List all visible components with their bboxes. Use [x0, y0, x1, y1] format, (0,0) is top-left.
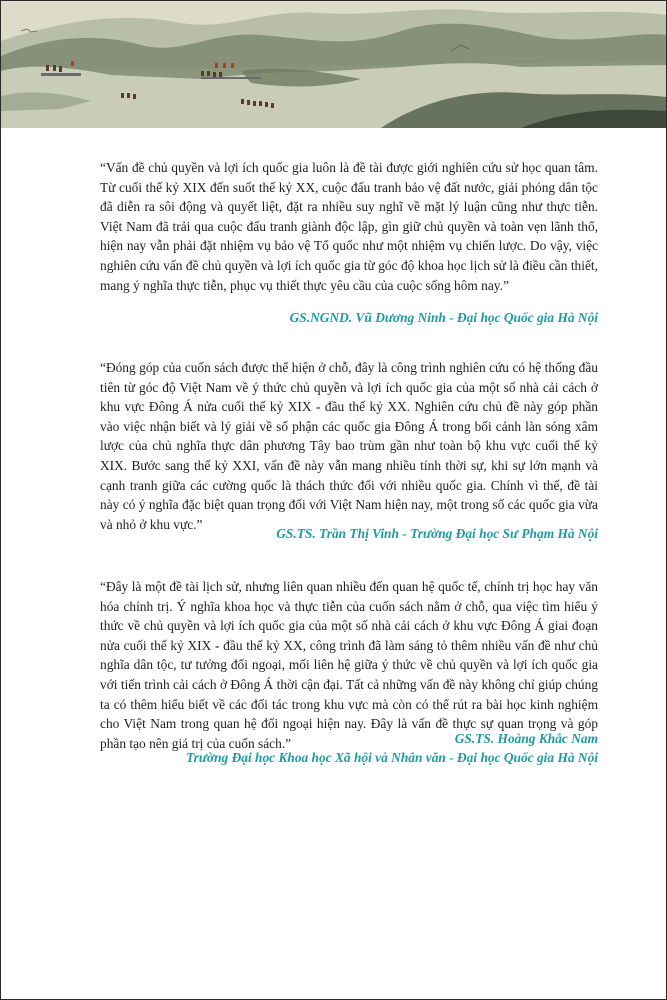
landscape-painting-image — [1, 1, 666, 128]
quote-attribution-2: GS.TS. Trần Thị Vinh - Trường Đại học Sư Phạm Hà Nội — [276, 526, 598, 541]
quote-attribution-3-affiliation: Trường Đại học Khoa học Xã hội và Nhân văn - Đại học Quốc gia Hà Nội — [185, 750, 598, 765]
quote-text-2: “Đóng góp của cuốn sách được thể hiện ở chỗ, đây là công trình nghiên cứu có hệ thống đầu tiên từ góc độ Việt Nam về ý thức chủ quyền và lợi ích quốc gia của một số nhà cải cách ở khu vực Đông Á nửa cuối thế kỷ XIX - đầu thế kỷ XX. Nghiên cứu chủ đề này góp phần vào việc nhận biết và lý giải về số phận các quốc gia Đông Á trong bối cảnh làn sóng xâm lược của chủ nghĩa thực dân phương Tây bao trùm gần như toàn bộ khu vực cuối thế kỷ XIX. Bước sang thế kỷ XXI, vấn đề này vẫn mang nhiều tính thời sự, khi sự lớn mạnh và cạnh tranh giữa các cường quốc là thách thức đối với nhiều quốc gia. Chính vì thế, đề tài này có ý nghĩa đặc biệt quan trọng đối với Việt Nam hiện nay, một trong số các quốc gia vừa và nhỏ ở khu vực.” — [100, 360, 598, 532]
quote-text-1: “Vấn đề chủ quyền và lợi ích quốc gia luôn là đề tài được giới nghiên cứu sử học quan tâm. Từ cuối thế kỷ XIX đến suốt thế kỷ XX, cuộc đấu tranh bảo vệ đất nước, giải phóng dân tộc đã diễn ra sôi động và quyết liệt, đặt ra nhiều suy nghĩ về mặt lý luận cũng như thực tiễn. Việt Nam đã trải qua cuộc đấu tranh giành độc lập, gìn giữ chủ quyền và toàn vẹn lãnh thổ, hiện nay vẫn phải đặt nhiệm vụ bảo vệ Tổ quốc như một nhiệm vụ chiến lược. Do vậy, việc nghiên cứu vấn đề chủ quyền và lợi ích quốc gia từ góc độ khoa học lịch sử là điều cần thiết, mang ý nghĩa thực tiễn, phục vụ thiết thực yêu cầu của cuộc sống hôm nay.” — [100, 160, 598, 293]
quote-attribution-1: GS.NGND. Vũ Dương Ninh - Đại học Quốc gia Hà Nội — [289, 310, 598, 325]
quote-text-3: “Đây là một đề tài lịch sử, nhưng liên quan nhiều đến quan hệ quốc tế, chính trị học hay văn hóa chính trị. Ý nghĩa khoa học và thực tiễn của cuốn sách nằm ở chỗ, qua việc tìm hiểu ý thức về chủ quyền và lợi ích quốc gia của một số nhà cải cách ở khu vực Đông Á giai đoạn nửa cuối thế kỷ XIX - đầu thế kỷ XX, công trình đã làm sáng tỏ thêm nhiều vấn đề như chủ nghĩa dân tộc, tư tưởng đối ngoại, mối liên hệ giữa ý thức về chủ quyền và lợi ích quốc gia với tiến trình cải cách ở Đông Á thời cận đại. Tất cả những vấn đề này không chỉ giúp chúng ta có thêm hiểu biết về các đối tác trong khu vực mà còn có thể rút ra bài học kinh nghiệm cho Việt Nam trong quan hệ đối ngoại hiện nay. Đây là vấn đề thực sự quan trọng và góp phần tạo nên giá trị của cuốn sách.” — [100, 579, 598, 751]
quote-attribution-3 — [100, 729, 598, 767]
quote-attribution-3-name: GS.TS. Hoàng Khắc Nam — [454, 731, 598, 746]
